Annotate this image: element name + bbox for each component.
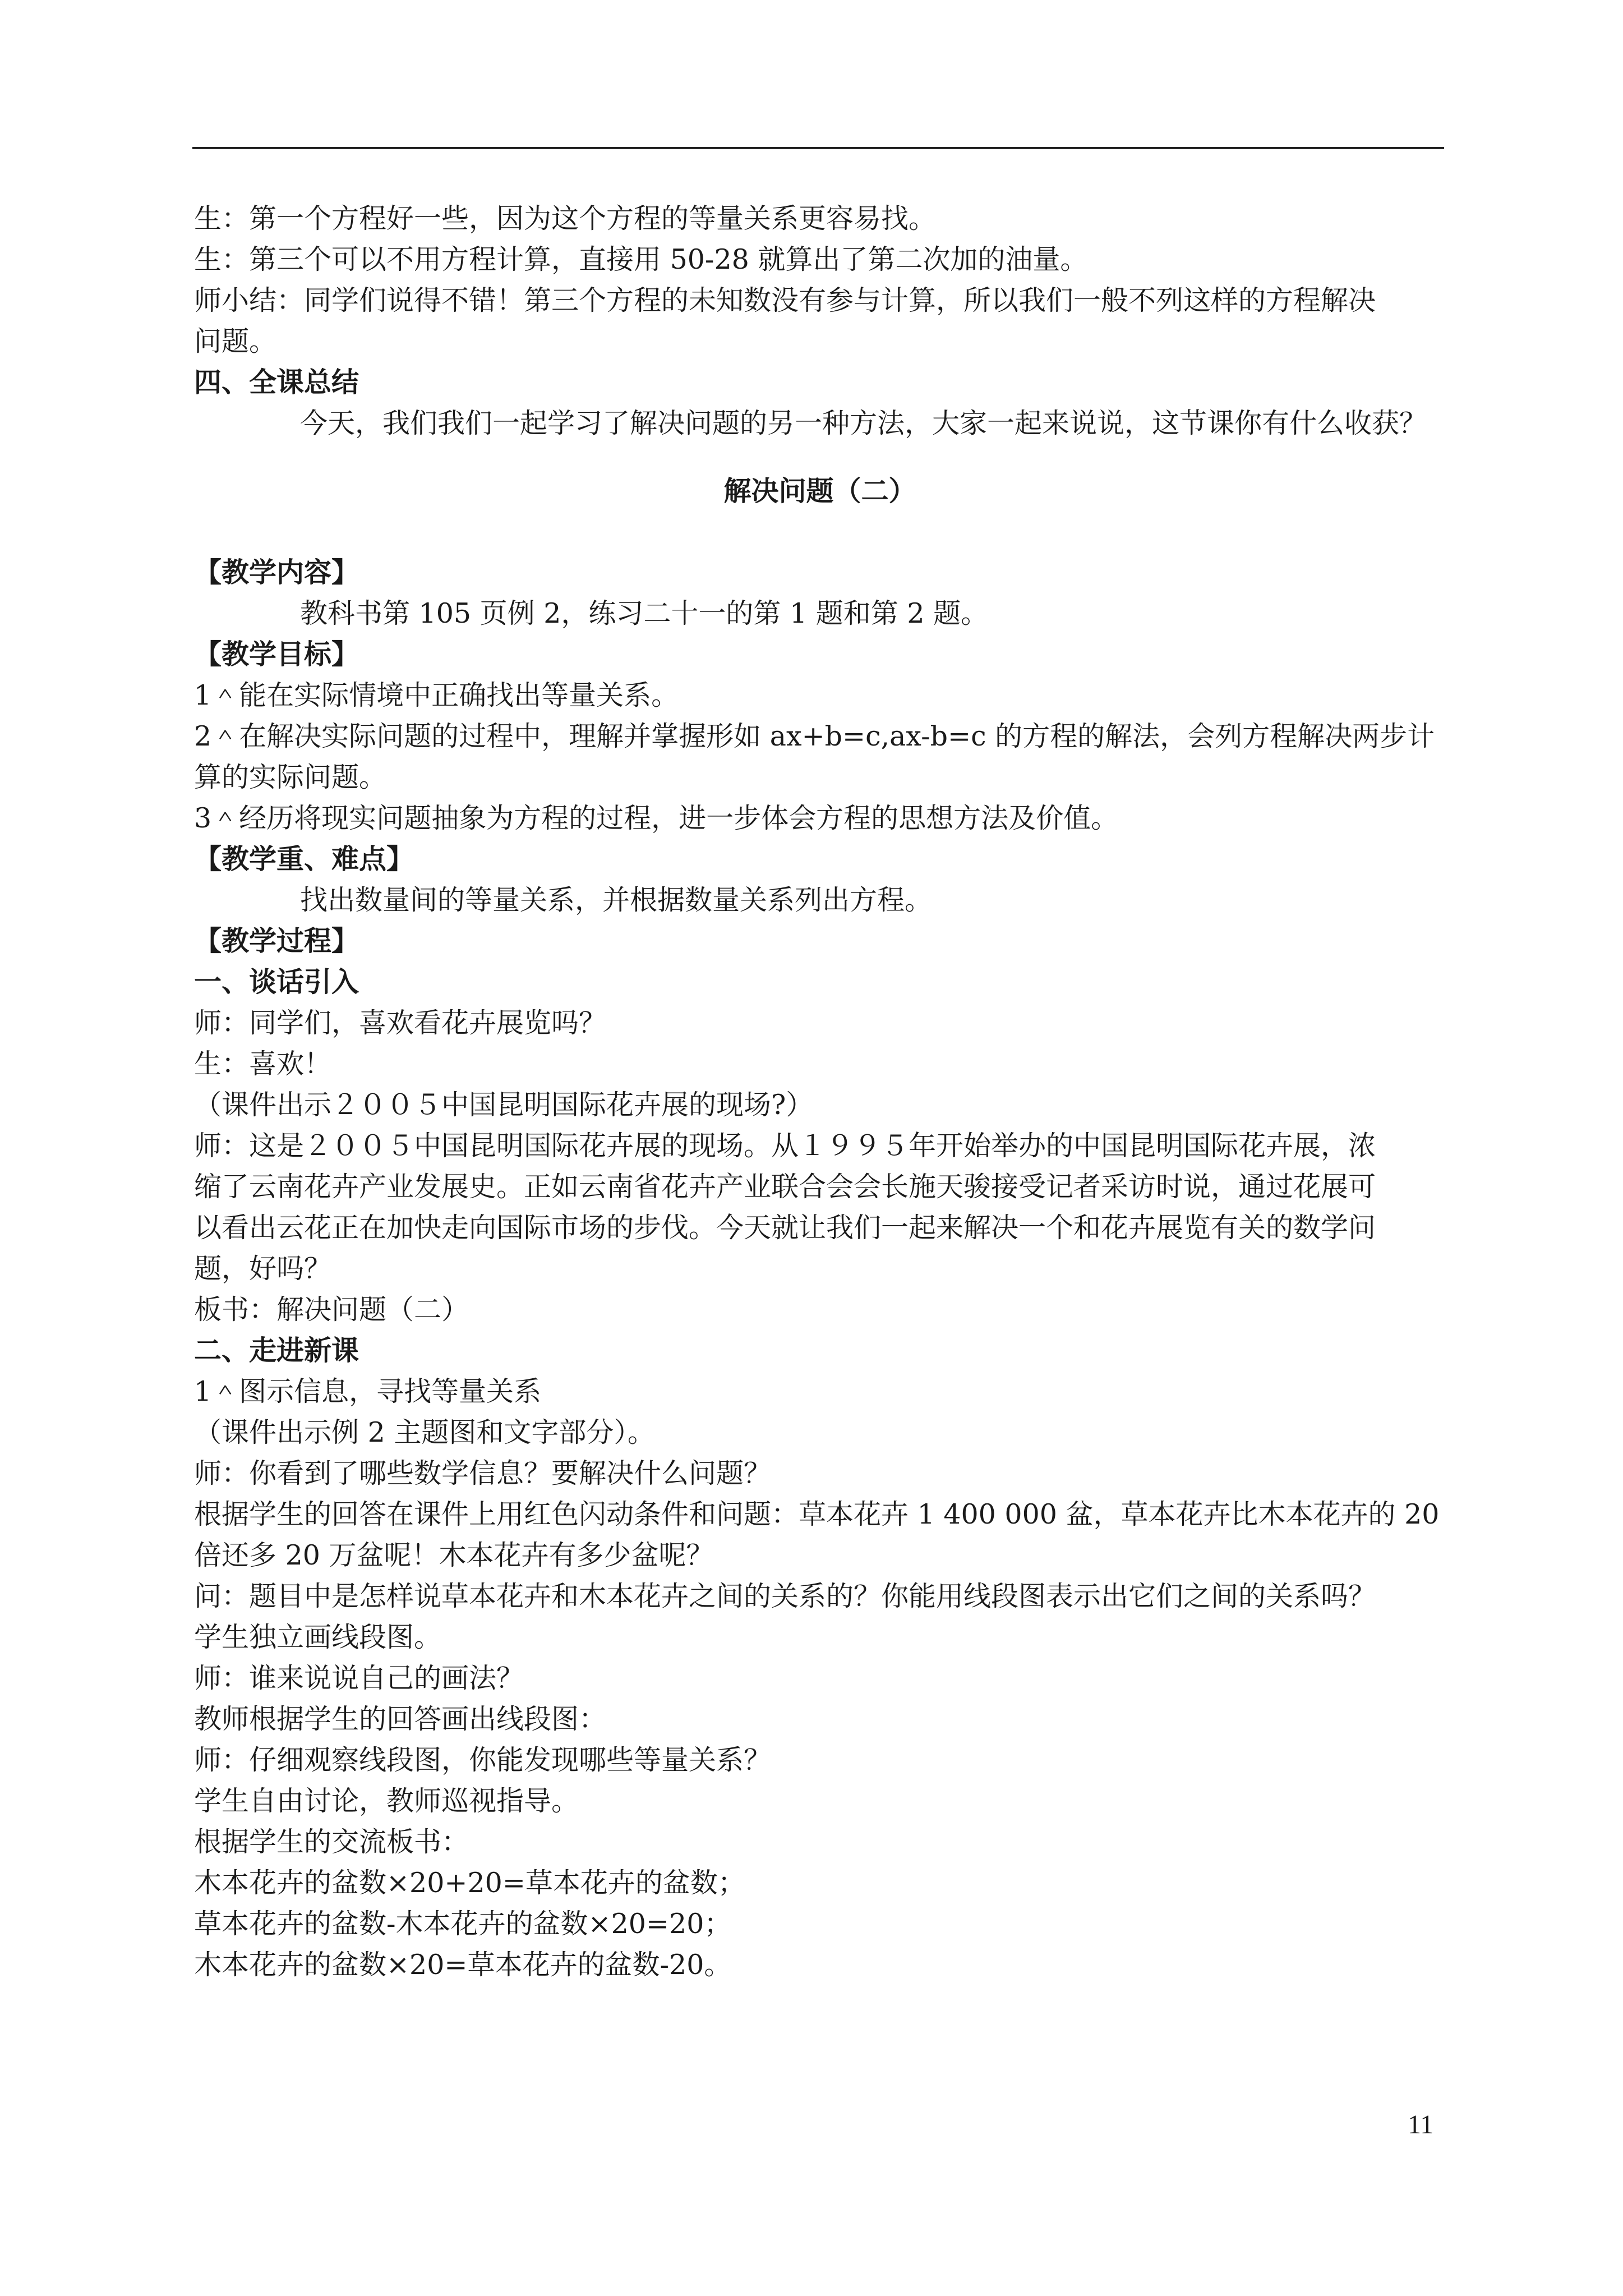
- text-line: 题，好吗？: [194, 1253, 332, 1285]
- text-line: 板书：解决问题（二）: [194, 1294, 469, 1326]
- text-line: 师：同学们，喜欢看花卉展览吗？: [194, 1007, 607, 1039]
- list-item: 1＾能在实际情境中正确找出等量关系。: [194, 679, 679, 711]
- section-heading: 【教学重、难点】: [194, 843, 414, 875]
- text-line: 师：谁来说说自己的画法？: [194, 1662, 524, 1694]
- document-title: 解决问题（二）: [723, 475, 916, 507]
- section-heading: 【教学过程】: [194, 924, 359, 957]
- text-line: 生：喜欢！: [194, 1048, 332, 1080]
- document-body: [194, 198, 1473, 1985]
- paragraph: 今天，我们我们一起学习了解决问题的另一种方法，大家一起来说说，这节课你有什么收获？: [300, 407, 1427, 439]
- header-rule: [192, 147, 1444, 149]
- equation-line: 木本花卉的盆数×20=草本花卉的盆数-20。: [194, 1949, 732, 1981]
- text-line: 师小结：同学们说得不错！第三个方程的未知数没有参与计算，所以我们一般不列这样的方程解决: [194, 284, 1376, 316]
- text-line: 生：第一个方程好一些，因为这个方程的等量关系更容易找。: [194, 203, 937, 234]
- page-number: 11: [1408, 2110, 1434, 2139]
- text-line: 生：第三个可以不用方程计算，直接用 50-28 就算出了第二次加的油量。: [194, 243, 1088, 275]
- section-heading: 【教学内容】: [194, 556, 359, 588]
- text-line: 学生自由讨论，教师巡视指导。: [194, 1785, 579, 1817]
- text-line: 以看出云花正在加快走向国际市场的步伐。今天就让我们一起来解决一个和花卉展览有关的数学问: [194, 1212, 1376, 1244]
- list-item: 2＾在解决实际问题的过程中，理解并掌握形如 ax+b=c,ax-b=c 的方程的解法，会列方程解决两步计: [194, 720, 1435, 752]
- text-line: 1＾图示信息，寻找等量关系: [194, 1375, 542, 1407]
- list-item: 3＾经历将现实问题抽象为方程的过程，进一步体会方程的思想方法及价值。: [194, 802, 1119, 834]
- equation-line: 木本花卉的盆数×20+20=草本花卉的盆数；: [194, 1867, 745, 1899]
- text-line: 问：题目中是怎样说草本花卉和木本花卉之间的关系的？你能用线段图表示出它们之间的关系吗？: [194, 1580, 1376, 1612]
- text-line: 问题。: [194, 325, 277, 357]
- paragraph: 找出数量间的等量关系，并根据数量关系列出方程。: [300, 884, 933, 916]
- text-line: 根据学生的交流板书：: [194, 1826, 469, 1858]
- text-line: 师：仔细观察线段图，你能发现哪些等量关系？: [194, 1744, 772, 1776]
- text-line: 缩了云南花卉产业发展史。正如云南省花卉产业联合会会长施天骏接受记者采访时说，通过花展可: [194, 1171, 1376, 1203]
- subsection-heading: 二、走进新课: [194, 1334, 359, 1366]
- text-line: （课件出示例 2 主题图和文字部分）。: [194, 1416, 655, 1448]
- text-line: 倍还多 20 万盆呢！木本花卉有多少盆呢？: [194, 1539, 714, 1571]
- equation-line: 草本花卉的盆数-木本花卉的盆数×20=20；: [194, 1908, 732, 1940]
- section-heading: 四、全课总结: [194, 366, 359, 398]
- text-line: 根据学生的回答在课件上用红色闪动条件和问题：草本花卉 1 400 000 盆，草本花卉比木本花卉的 20: [194, 1498, 1440, 1530]
- text-line: 学生独立画线段图。: [194, 1621, 442, 1653]
- text-line: 教师根据学生的回答画出线段图：: [194, 1703, 607, 1735]
- list-item: 算的实际问题。: [194, 761, 387, 793]
- subsection-heading: 一、谈话引入: [194, 965, 359, 998]
- text-line: 师：你看到了哪些数学信息？要解决什么问题？: [194, 1457, 772, 1489]
- paragraph: 教科书第 105 页例 2，练习二十一的第 1 题和第 2 题。: [300, 597, 989, 629]
- text-line: （课件出示２００５中国昆明国际花卉展的现场?）: [194, 1089, 814, 1121]
- text-line: 师：这是２００５中国昆明国际花卉展的现场。从１９９５年开始举办的中国昆明国际花卉展，浓: [194, 1130, 1376, 1162]
- section-heading: 【教学目标】: [194, 638, 359, 670]
